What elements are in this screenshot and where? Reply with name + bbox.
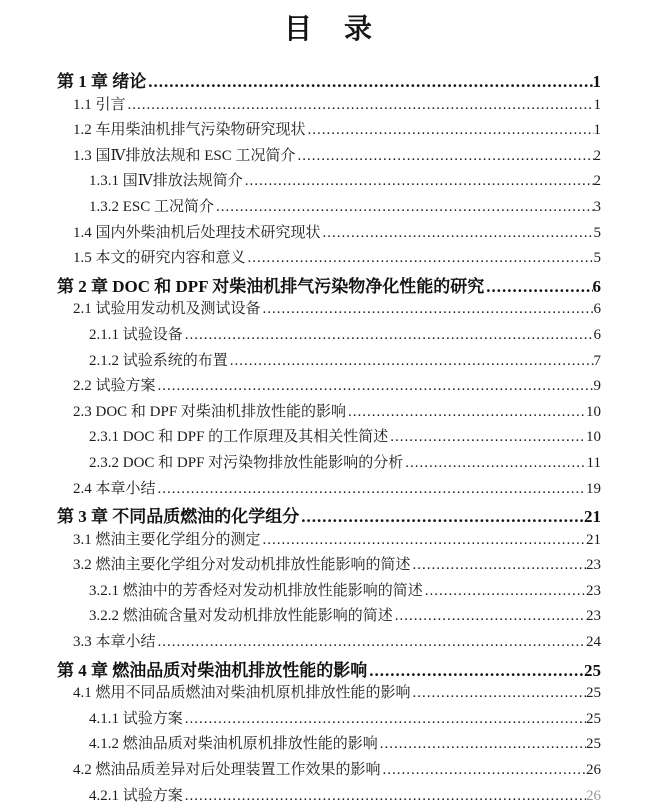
toc-entry-label: 4.2.1 试验方案 [89, 787, 183, 804]
toc-entry [57, 784, 601, 809]
toc-entry-label: 1.3 国Ⅳ排放法规和 ESC 工况简介 [73, 147, 296, 164]
toc-entry-page: 23 [586, 608, 601, 625]
toc-entry-label: 4.1.2 燃油品质对柴油机原机排放性能的影响 [89, 736, 378, 753]
toc-entry [57, 553, 601, 579]
dot-leader [230, 353, 594, 370]
toc-entry-label: 3.2 燃油主要化学组分对发动机排放性能影响的简述 [73, 557, 411, 574]
toc-list [57, 67, 601, 809]
toc-entry [57, 579, 601, 605]
toc-entry-page: 19 [586, 480, 601, 497]
toc-entry-page: 21 [584, 507, 601, 527]
toc-entry [57, 221, 601, 247]
toc-entry [57, 502, 601, 528]
toc-entry-page: 25 [586, 685, 601, 702]
toc-entry-page: 1 [592, 72, 601, 91]
dot-leader [185, 711, 586, 728]
dot-leader [348, 404, 586, 421]
toc-entry [57, 93, 601, 119]
dot-leader [486, 277, 592, 297]
dot-leader [308, 122, 594, 139]
dot-leader [263, 532, 586, 549]
dot-leader [248, 250, 594, 267]
dot-leader [380, 736, 586, 753]
toc-entry [57, 272, 601, 298]
dot-leader [395, 608, 586, 625]
toc-entry [57, 707, 601, 733]
toc-entry-label: 3.2.2 燃油硫含量对发动机排放性能影响的简述 [89, 608, 393, 625]
toc-entry [57, 630, 601, 656]
toc-entry-page: 1 [593, 122, 601, 139]
toc-entry-page: 2 [593, 147, 601, 164]
toc-entry-label: 1.5 本文的研究内容和意义 [73, 250, 246, 267]
dot-leader [185, 327, 594, 344]
dot-leader [413, 685, 586, 702]
dot-leader [158, 481, 586, 498]
toc-entry-page: 23 [586, 557, 601, 574]
toc-entry-page: 25 [586, 710, 601, 727]
toc-entry-label: 4.1 燃用不同品质燃油对柴油机原机排放性能的影响 [73, 685, 411, 702]
toc-entry-label: 1.3.2 ESC 工况简介 [89, 198, 215, 215]
toc-entry-page: 25 [586, 736, 601, 753]
dot-leader [405, 455, 586, 472]
toc-entry-label: 2.1 试验用发动机及测试设备 [73, 301, 261, 318]
toc-entry-label: 1.3.1 国Ⅳ排放法规简介 [89, 173, 243, 190]
dot-leader [383, 762, 586, 779]
dot-leader [390, 429, 586, 446]
toc-entry [57, 477, 601, 503]
toc-entry [57, 144, 601, 170]
toc-entry-page: 3 [593, 198, 601, 215]
toc-entry-page: 21 [586, 531, 601, 548]
toc-entry-label: 2.3 DOC 和 DPF 对柴油机排放性能的影响 [73, 403, 346, 420]
toc-entry-label: 4.1.1 试验方案 [89, 710, 183, 727]
toc-entry [57, 323, 601, 349]
page-title: 目 录 [283, 14, 374, 45]
dot-leader [425, 583, 586, 600]
toc-entry-label: 1.2 车用柴油机排气污染物研究现状 [73, 122, 306, 139]
dot-leader [369, 661, 584, 681]
toc-entry-label: 4.2 燃油品质差异对后处理装置工作效果的影响 [73, 762, 381, 779]
toc-entry-label: 3.2.1 燃油中的芳香烃对发动机排放性能影响的简述 [89, 582, 423, 599]
toc-entry [57, 451, 601, 477]
toc-entry [57, 758, 601, 784]
toc-entry [57, 374, 601, 400]
toc-entry [57, 67, 601, 93]
toc-entry [57, 349, 601, 375]
dot-leader [245, 173, 594, 190]
dot-leader [298, 148, 594, 165]
toc-entry [57, 169, 601, 195]
toc-entry-page: 6 [592, 276, 601, 296]
toc-entry-page: 11 [586, 454, 601, 471]
toc-entry-label: 2.1.1 试验设备 [89, 326, 183, 343]
dot-leader [216, 199, 593, 216]
dot-leader [148, 72, 592, 92]
dot-leader [323, 225, 594, 242]
toc-entry-label: 2.3.1 DOC 和 DPF 的工作原理及其相关性简述 [89, 429, 389, 446]
toc-entry [57, 656, 601, 682]
toc-entry [57, 604, 601, 630]
toc-entry [57, 118, 601, 144]
toc-entry-page: 24 [586, 634, 601, 651]
toc-entry-page: 5 [593, 250, 601, 267]
toc-entry [57, 297, 601, 323]
toc-entry [57, 681, 601, 707]
toc-entry-label: 第 4 章 燃油品质对柴油机排放性能的影响 [57, 660, 368, 680]
toc-entry-label: 2.2 试验方案 [73, 378, 156, 395]
toc-entry-page: 6 [593, 301, 601, 318]
toc-entry-page: 6 [593, 326, 601, 343]
dot-leader [413, 557, 586, 574]
toc-entry-label: 3.3 本章小结 [73, 634, 156, 651]
toc-entry [57, 732, 601, 758]
toc-entry-page: 2 [593, 173, 601, 190]
toc-entry-page: 1 [593, 96, 601, 113]
toc-entry-page: 26 [586, 787, 601, 804]
toc-entry-page: 5 [593, 224, 601, 241]
toc-entry-label: 第 3 章 不同品质燃油的化学组分 [57, 507, 300, 527]
toc-entry-label: 1.1 引言 [73, 96, 126, 113]
toc-entry [57, 528, 601, 554]
toc-entry-page: 10 [586, 429, 601, 446]
dot-leader [185, 788, 586, 805]
toc-entry-label: 第 2 章 DOC 和 DPF 对柴油机排气污染物净化性能的研究 [57, 276, 485, 296]
toc-entry-label: 3.1 燃油主要化学组分的测定 [73, 531, 261, 548]
toc-entry [57, 400, 601, 426]
toc-entry-label: 2.1.2 试验系统的布置 [89, 352, 228, 369]
toc-entry [57, 246, 601, 272]
toc-entry-label: 2.3.2 DOC 和 DPF 对污染物排放性能影响的分析 [89, 454, 404, 471]
toc-entry-page: 25 [584, 660, 601, 680]
toc-entry [57, 195, 601, 221]
toc-entry-label: 第 1 章 绪论 [57, 72, 147, 91]
dot-leader [158, 378, 594, 395]
toc-entry-label: 1.4 国内外柴油机后处理技术研究现状 [73, 224, 321, 241]
toc-entry-page: 26 [586, 762, 601, 779]
toc-entry-page: 23 [586, 582, 601, 599]
dot-leader [301, 507, 584, 527]
dot-leader [128, 97, 594, 114]
dot-leader [158, 634, 586, 651]
dot-leader [263, 301, 594, 318]
toc-entry-page: 9 [593, 378, 601, 395]
toc-entry-page: 7 [593, 352, 601, 369]
toc-entry [57, 425, 601, 451]
toc-entry-label: 2.4 本章小结 [73, 480, 156, 497]
toc-entry-page: 10 [586, 403, 601, 420]
